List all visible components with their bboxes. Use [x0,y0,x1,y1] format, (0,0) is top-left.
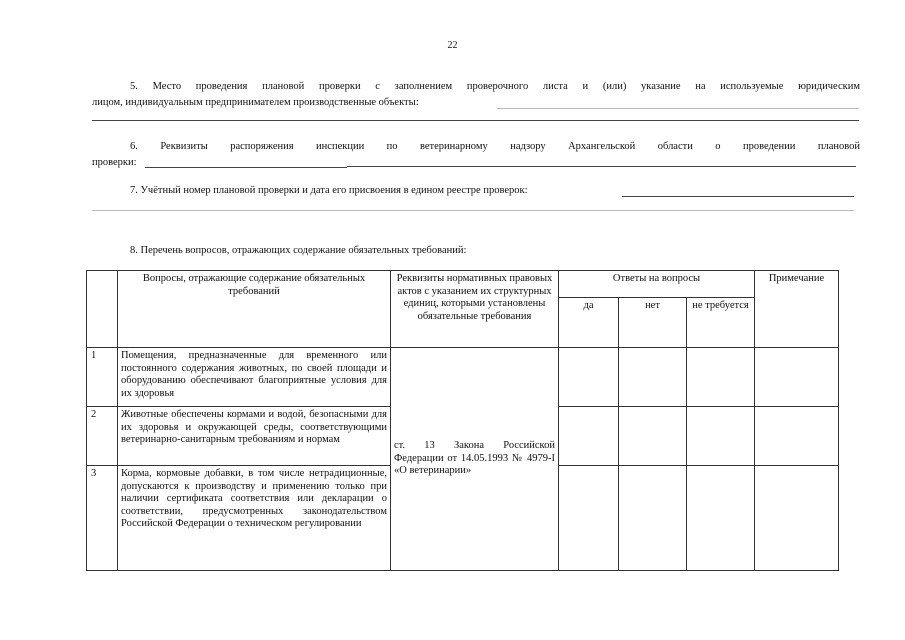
header-answers: Ответы на вопросы [559,271,755,298]
header-no: нет [619,298,687,348]
answer-yes-cell[interactable] [559,407,619,466]
table-header-row [87,271,839,298]
header-requisites: Реквизиты нормативных правовых актов с указанием их структурных единиц, которыми установлены обязательные требования [391,271,559,348]
header-questions: Вопросы, отражающие содержание обязательных требований [118,271,391,348]
header-yes: да [559,298,619,348]
item-7-text: 7. Учётный номер плановой проверки и дата его присвоения в едином реестре проверок: [130,185,528,196]
note-cell[interactable] [755,466,839,571]
answer-not-required-cell[interactable] [687,466,755,571]
answer-no-cell[interactable] [619,348,687,407]
item-5-fill-line-2 [92,120,859,121]
item-6-fill-line [145,167,347,168]
answer-not-required-cell[interactable] [687,348,755,407]
answer-yes-cell[interactable] [559,348,619,407]
page-number: 22 [447,40,458,51]
checklist-table [86,270,839,571]
item-7-fill-line [622,196,854,197]
item-6-text-line1: 6. Реквизиты распоряжения инспекции по ветеринарному надзору Архангельской области о проведении плановой [130,141,860,152]
answer-no-cell[interactable] [619,407,687,466]
answer-not-required-cell[interactable] [687,407,755,466]
row-requisites: ст. 13 Закона Российской Федерации от 14.05.1993 № 4979-I «О ветеринарии» [391,348,559,571]
header-number-cell [87,271,118,348]
note-cell[interactable] [755,348,839,407]
header-not-required: не требуется [687,298,755,348]
row-question: Корма, кормовые добавки, в том числе нетрадиционные, допускаются к производству и применению только при наличии сертификата соответствия или декларации о соответствии, предусмотренных законодательством Российской Федерации о техническом регулировании [118,466,391,571]
item-5-text-line2: лицом, индивидуальным предпринимателем производственные объекты: [92,97,419,108]
item-7-fill-line-2 [92,210,854,211]
header-note: Примечание [755,271,839,348]
row-question: Помещения, предназначенные для временного или постоянного содержания животных, по своей площади и оборудованию обеспечивают благоприятные условия для их здоровья [118,348,391,407]
item-8-text: 8. Перечень вопросов, отражающих содержание обязательных требований: [130,245,467,256]
row-number: 1 [87,348,118,407]
item-5-fill-line [497,108,859,109]
item-6-fill-line-2 [347,166,856,167]
answer-no-cell[interactable] [619,466,687,571]
row-number: 2 [87,407,118,466]
answer-yes-cell[interactable] [559,466,619,571]
note-cell[interactable] [755,407,839,466]
row-question: Животные обеспечены кормами и водой, безопасными для их здоровья и окружающей среды, соответствующими ветеринарно-санитарным требованиям и нормам [118,407,391,466]
item-5-text-line1: 5. Место проведения плановой проверки с заполнением проверочного листа и (или) указание на используемые юридическим [130,81,860,92]
row-number: 3 [87,466,118,571]
item-6-text-line2: проверки: [92,157,137,168]
table-row [87,348,839,407]
